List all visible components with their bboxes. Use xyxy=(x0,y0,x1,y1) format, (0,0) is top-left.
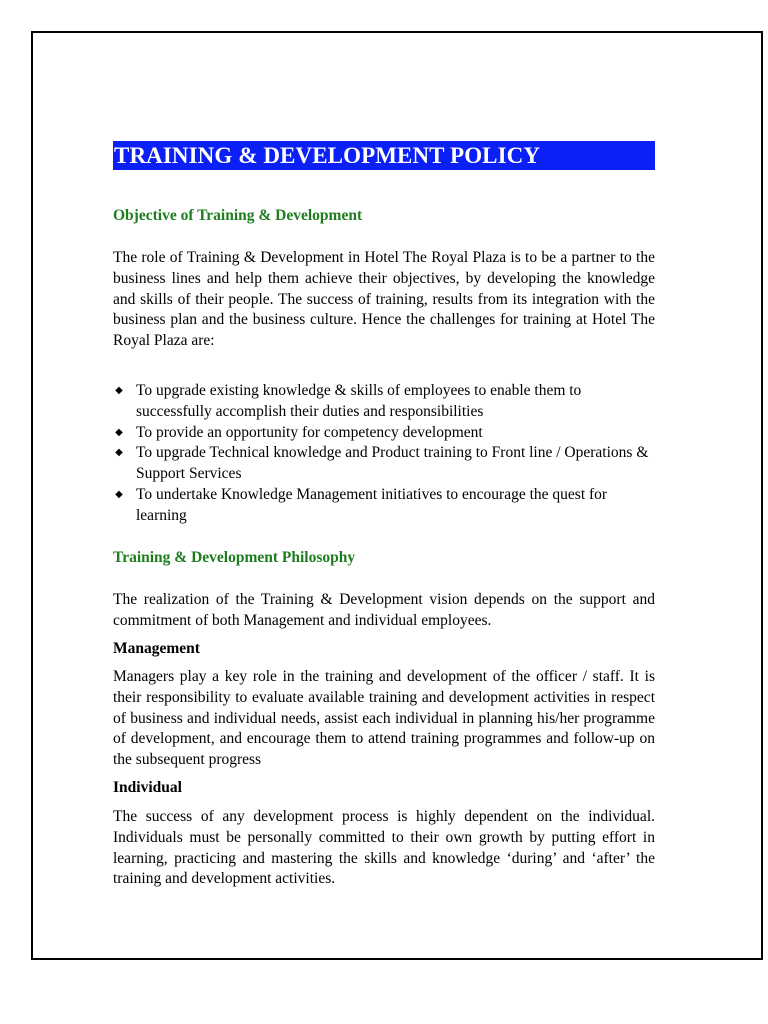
diamond-bullet-icon: ◆ xyxy=(115,447,123,459)
objective-paragraph: The role of Training & Development in Hotel The Royal Plaza is to be a partner to the business lines and help them achieve their objectives, by developing the knowledge and skills of their people. The success of training, results from its integration with the business plan and the business culture. Hence the challenges for training at Hotel The Royal Plaza are: xyxy=(113,249,655,350)
diamond-bullet-icon: ◆ xyxy=(115,385,123,396)
management-heading: Management xyxy=(113,640,200,657)
challenges-list xyxy=(113,381,655,527)
individual-paragraph: The success of any development process is highly dependent on the individual. Individuals must be personally committed to their own growth by putting effort in learning, practicing and mastering the skills and knowledge ‘during’ and ‘after’ the training and development activities. xyxy=(113,808,655,888)
list-item-text: To upgrade existing knowledge & skills of employees to enable them to successfully accomplish their duties and responsibilities xyxy=(136,382,582,420)
list-item xyxy=(113,423,655,444)
management-paragraph: Managers play a key role in the training and development of the officer / staff. It is their responsibility to evaluate available training and development activities in respect of business and individual needs, assist each individual in planning his/her programme of development, and encourage them to attend training programmes and follow-up on the subsequent progress xyxy=(113,668,655,769)
philosophy-heading: Training & Development Philosophy xyxy=(113,549,356,566)
list-item-text: To upgrade Technical knowledge and Product training to Front line / Operations & Support Services xyxy=(136,444,649,483)
list-item xyxy=(113,443,655,485)
philosophy-paragraph: The realization of the Training & Development vision depends on the support and commitment of both Management and individual employees. xyxy=(113,591,655,629)
individual-heading: Individual xyxy=(113,779,182,796)
list-item-text: To provide an opportunity for competency development xyxy=(136,423,483,441)
document-title: TRAINING & DEVELOPMENT POLICY xyxy=(113,141,655,170)
list-item xyxy=(113,485,655,527)
diamond-bullet-icon: ◆ xyxy=(115,488,123,500)
diamond-bullet-icon: ◆ xyxy=(115,426,123,438)
list-item xyxy=(113,381,655,423)
objective-heading: Objective of Training & Development xyxy=(113,207,363,224)
list-item-text: To undertake Knowledge Management initiatives to encourage the quest for learning xyxy=(136,485,608,524)
